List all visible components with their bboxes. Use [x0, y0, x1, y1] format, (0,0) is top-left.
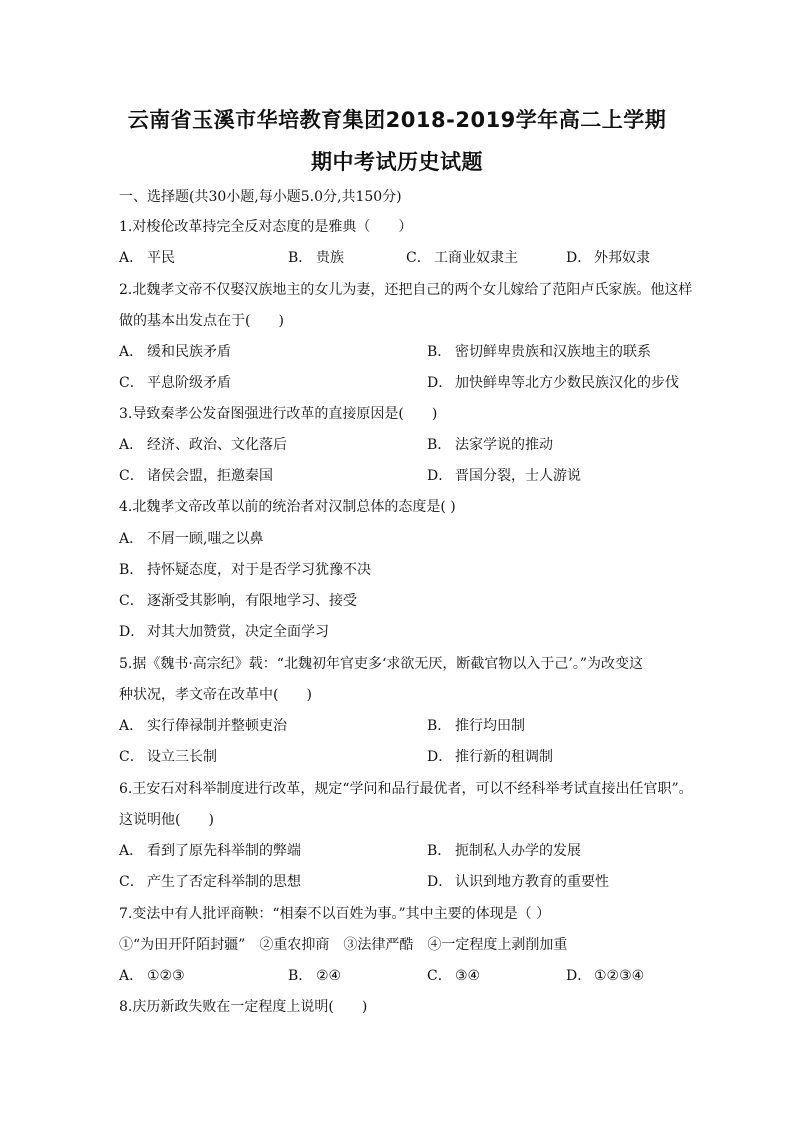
option-text: ③④ — [455, 968, 481, 984]
question-5-option-d — [427, 748, 553, 766]
option-text: ①②③④ — [594, 968, 645, 984]
option-letter: B． — [288, 968, 313, 984]
option-letter: C． — [119, 749, 144, 765]
option-letter: D． — [119, 624, 145, 640]
option-text: 推行均田制 — [455, 718, 525, 734]
question-3-option-d — [427, 467, 581, 485]
question-3-stem: 3.导致秦孝公发奋图强进行改革的直接原因是( ) — [119, 406, 438, 422]
option-text: 扼制私人办学的发展 — [455, 843, 581, 859]
option-text: 诸侯会盟，拒邀秦国 — [147, 468, 273, 484]
option-letter: C． — [427, 968, 452, 984]
option-letter: A． — [119, 843, 144, 859]
question-7-stem-line1: 7.变法中有人批评商鞅：“相秦不以百姓为事。”其中主要的体现是（ ） — [119, 906, 551, 922]
question-2-option-b — [427, 343, 651, 361]
question-5-option-c — [119, 748, 217, 766]
question-3-option-a — [119, 436, 287, 454]
question-7-option-d — [566, 967, 644, 985]
option-text: ①②③ — [147, 968, 185, 984]
option-letter: D． — [427, 468, 453, 484]
question-5-option-a — [119, 717, 287, 735]
option-text: 持怀疑态度，对于是否学习犹豫不决 — [147, 562, 371, 578]
option-letter: C． — [119, 593, 144, 609]
question-1-option-d — [566, 249, 650, 267]
option-letter: A． — [119, 250, 144, 266]
option-text: 平息阶级矛盾 — [147, 375, 231, 391]
option-letter: A． — [119, 718, 144, 734]
option-letter: C． — [406, 250, 431, 266]
option-text: 平民 — [147, 250, 175, 266]
option-letter: D． — [427, 874, 453, 890]
option-text: 工商业奴隶主 — [434, 250, 518, 266]
option-letter: D． — [566, 968, 592, 984]
option-letter: B． — [427, 718, 452, 734]
option-text: 对其大加赞赏，决定全面学习 — [147, 624, 329, 640]
option-text: 看到了原先科举制的弊端 — [147, 843, 301, 859]
section-heading: 一、选择题(共30小题,每小题5.0分,共150分) — [119, 189, 402, 205]
question-5-stem-line2: 种状况，孝文帝在改革中( ) — [119, 687, 312, 703]
option-text: 实行俸禄制并整顿吏治 — [147, 718, 287, 734]
option-letter: C． — [119, 468, 144, 484]
question-7-option-c — [427, 967, 480, 985]
question-1-option-a — [119, 249, 175, 267]
option-letter: B． — [288, 250, 313, 266]
option-letter: C． — [119, 874, 144, 890]
option-text: 缓和民族矛盾 — [147, 344, 231, 360]
option-text: 认识到地方教育的重要性 — [455, 874, 609, 890]
option-letter: D． — [427, 749, 453, 765]
question-1-stem: 1.对梭伦改革持完全反对态度的是雅典（ ） — [119, 219, 413, 235]
option-letter: C． — [119, 375, 144, 391]
question-3-option-b — [427, 436, 553, 454]
option-text: 晋国分裂，士人游说 — [455, 468, 581, 484]
option-letter: B． — [427, 437, 452, 453]
option-letter: D． — [566, 250, 592, 266]
option-text: 密切鲜卑贵族和汉族地主的联系 — [455, 344, 651, 360]
option-text: 加快鲜卑等北方少数民族汉化的步伐 — [455, 375, 679, 391]
question-6-option-c — [119, 873, 301, 891]
option-text: 推行新的租调制 — [455, 749, 553, 765]
question-7-option-b — [288, 967, 341, 985]
option-text: 不屑一顾,嗤之以鼻 — [147, 531, 264, 547]
exam-title-line2: 期中考试历史试题 — [311, 150, 483, 174]
option-letter: A． — [119, 968, 144, 984]
option-letter: A． — [119, 344, 144, 360]
question-3-option-c — [119, 467, 273, 485]
question-5-option-b — [427, 717, 525, 735]
question-2-stem-line2: 做的基本出发点在于( ) — [119, 313, 284, 329]
option-text: 逐渐受其影响，有限地学习、接受 — [147, 593, 357, 609]
question-6-option-d — [427, 873, 609, 891]
question-5-stem-line1: 5.据《魏书·高宗纪》载：“北魏初年官吏多‘求欲无厌，断截官物以入于己’。”为改变这 — [119, 656, 644, 672]
question-6-stem-line1: 6.王安石对科举制度进行改革，规定“学问和品行最优者，可以不经科举考试直接出任官职”。 — [119, 781, 693, 797]
question-1-option-b — [288, 249, 344, 267]
question-6-option-a — [119, 842, 301, 860]
question-2-option-c — [119, 374, 231, 392]
question-4-option-d — [119, 623, 329, 641]
option-text: ②④ — [316, 968, 342, 984]
question-7-option-a — [119, 967, 185, 985]
question-1-option-c — [406, 249, 518, 267]
question-8-stem: 8.庆历新政失败在一定程度上说明( ) — [119, 999, 368, 1015]
question-4-option-a — [119, 530, 263, 548]
exam-title-line1: 云南省玉溪市华培教育集团2018-2019学年高二上学期 — [127, 108, 667, 132]
question-4-stem: 4.北魏孝文帝改革以前的统治者对汉制总体的态度是( ) — [119, 499, 456, 515]
question-4-option-c — [119, 592, 357, 610]
option-text: 经济、政治、文化落后 — [147, 437, 287, 453]
question-6-stem-line2: 这说明他( ) — [119, 812, 214, 828]
option-letter: B． — [119, 562, 144, 578]
question-7-stem-line2: ①“为田开阡陌封疆” ②重农抑商 ③法律严酷 ④一定程度上剥削加重 — [119, 937, 568, 953]
option-text: 贵族 — [316, 250, 344, 266]
option-letter: B． — [427, 344, 452, 360]
option-text: 产生了否定科举制的思想 — [147, 874, 301, 890]
option-text: 法家学说的推动 — [455, 437, 553, 453]
question-6-option-b — [427, 842, 581, 860]
option-text: 外邦奴隶 — [594, 250, 650, 266]
option-letter: A． — [119, 437, 144, 453]
question-2-option-d — [427, 374, 679, 392]
option-letter: D． — [427, 375, 453, 391]
option-letter: B． — [427, 843, 452, 859]
question-2-stem-line1: 2.北魏孝文帝不仅娶汉族地主的女儿为妻，还把自己的两个女儿嫁给了范阳卢氏家族。他这样 — [119, 282, 693, 298]
question-2-option-a — [119, 343, 231, 361]
option-letter: A． — [119, 531, 144, 547]
option-text: 设立三长制 — [147, 749, 217, 765]
question-4-option-b — [119, 561, 371, 579]
